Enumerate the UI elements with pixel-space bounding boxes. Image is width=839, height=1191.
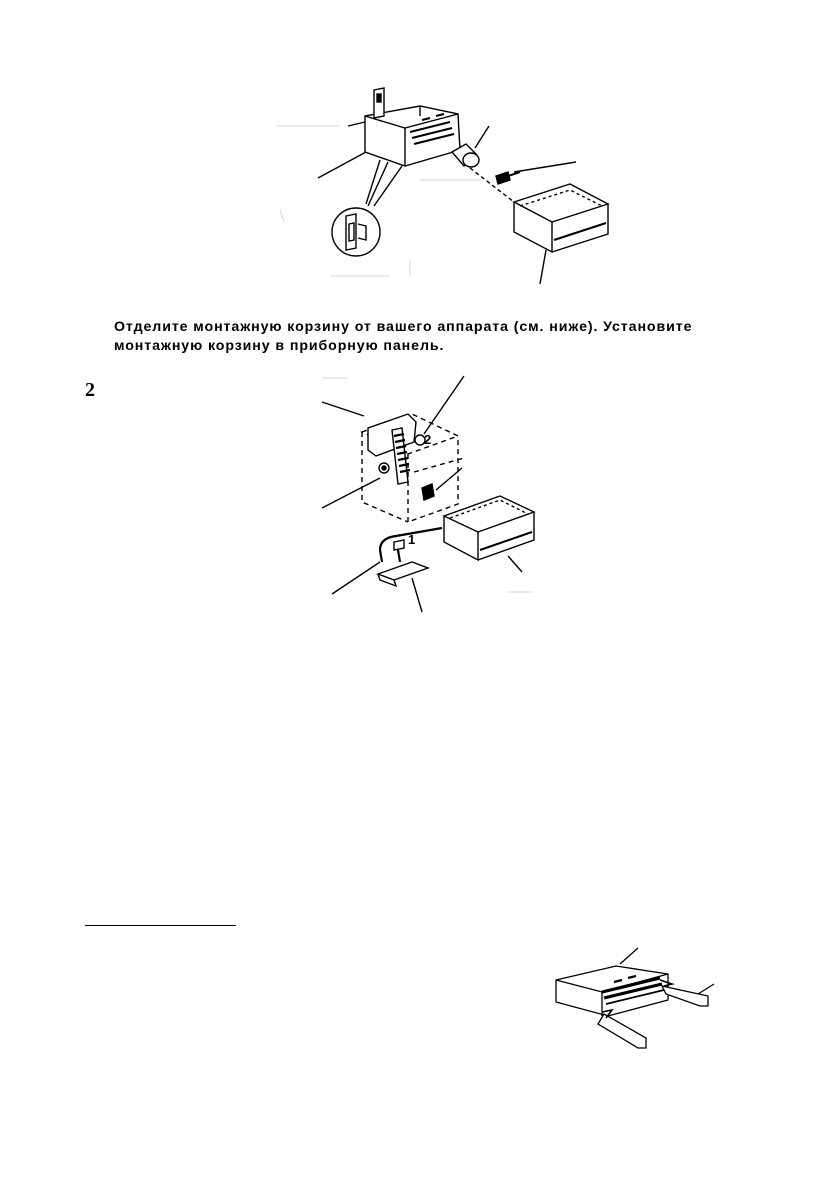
instruction-line-1: Отделите монтажную корзину от вашего аппарата (см. ниже). Установите [114,319,693,335]
footnote-separator [85,925,236,926]
callout-1: 1 [408,532,416,547]
figure-strap-mounting [318,372,548,614]
instruction-line-2: монтажную корзину в приборную панель. [114,338,445,354]
strap-mounting-illustration [318,372,548,614]
instruction-text [114,318,725,356]
figure-sleeve-removal [270,80,610,290]
callout-2: 2 [424,432,432,447]
figure-removal-keys [548,940,720,1056]
step-number: 2 [85,379,95,401]
sleeve-removal-illustration [270,80,610,290]
removal-keys-illustration [548,940,720,1056]
